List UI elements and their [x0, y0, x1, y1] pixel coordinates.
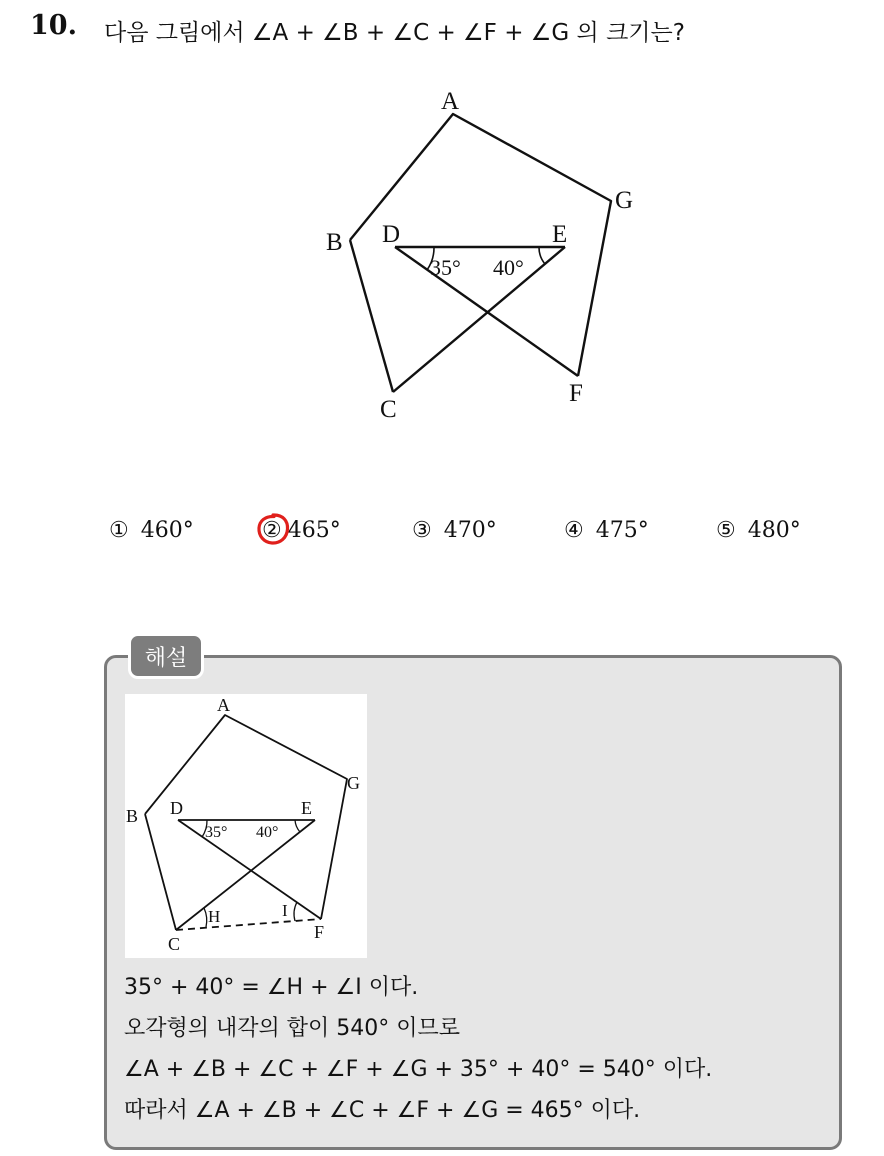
solution-figure [125, 694, 367, 958]
choice-2-mark [262, 518, 282, 543]
choice-4-mark: ④ [564, 518, 584, 543]
choice-2[interactable] [262, 518, 341, 543]
label-d: D [382, 221, 401, 248]
selected-answer-circle-icon [256, 512, 290, 546]
choice-4[interactable] [564, 518, 649, 543]
solution-figure-svg [125, 694, 367, 958]
question-figure [310, 80, 660, 430]
angle-label-d: 35° [430, 255, 461, 280]
choice-3[interactable] [412, 518, 497, 543]
choice-1-mark: ① [109, 518, 129, 543]
choice-4-value: 475° [595, 518, 649, 543]
choice-2-value: 465° [287, 518, 341, 543]
sol-angle-arc-e [295, 820, 300, 832]
question-number: 10. [30, 10, 77, 41]
sol-angle-arc-h [204, 908, 207, 927]
sol-label-f: F [314, 922, 325, 942]
choice-1[interactable] [109, 518, 194, 543]
label-b: B [326, 229, 343, 256]
sol-label-h: H [208, 907, 221, 926]
angle-arc-e [539, 247, 545, 264]
sol-angle-arc-i [294, 902, 297, 921]
sol-label-i: I [282, 901, 288, 920]
choice-2-mark-glyph: ② [262, 518, 282, 543]
choice-5[interactable] [716, 518, 801, 543]
sol-angle-label-d: 35° [205, 824, 228, 841]
sol-label-a: A [217, 695, 230, 715]
choice-5-mark: ⑤ [716, 518, 736, 543]
solution-line-4: 따라서 ∠A + ∠B + ∠C + ∠F + ∠G = 465° 이다. [124, 1098, 641, 1123]
choice-1-value: 460° [140, 518, 194, 543]
answer-choices [104, 518, 824, 552]
sol-label-d: D [170, 798, 183, 818]
choice-3-value: 470° [443, 518, 497, 543]
sol-label-b: B [126, 806, 139, 826]
label-g: G [615, 187, 634, 214]
edge-d-f [395, 247, 578, 376]
solution-line-1: 35° + 40° = ∠H + ∠I 이다. [124, 975, 419, 1000]
label-c: C [380, 396, 397, 423]
sol-dashed-c-f [176, 919, 321, 930]
sol-label-c: C [168, 934, 181, 954]
sol-label-e: E [301, 798, 312, 818]
label-e: E [552, 221, 568, 248]
label-a: A [441, 88, 460, 115]
solution-text [124, 970, 712, 1134]
sol-edge-d-f [178, 820, 321, 919]
sol-label-g: G [347, 773, 360, 793]
solution-tag: 해설 [128, 633, 204, 679]
edge-b-c [350, 240, 393, 392]
choice-5-value: 480° [747, 518, 801, 543]
choice-3-mark: ③ [412, 518, 432, 543]
sol-edge-b-c [145, 814, 176, 930]
solution-line-3: ∠A + ∠B + ∠C + ∠F + ∠G + 35° + 40° = 540° 이다. [124, 1057, 713, 1082]
angle-label-e: 40° [493, 255, 524, 280]
edge-e-c [393, 247, 565, 392]
label-f: F [569, 380, 583, 407]
solution-line-2: 오각형의 내각의 합이 540° 이므로 [124, 1016, 460, 1041]
sol-angle-label-e: 40° [256, 824, 279, 841]
question-text: 다음 그림에서 ∠A + ∠B + ∠C + ∠F + ∠G 의 크기는? [104, 20, 685, 46]
